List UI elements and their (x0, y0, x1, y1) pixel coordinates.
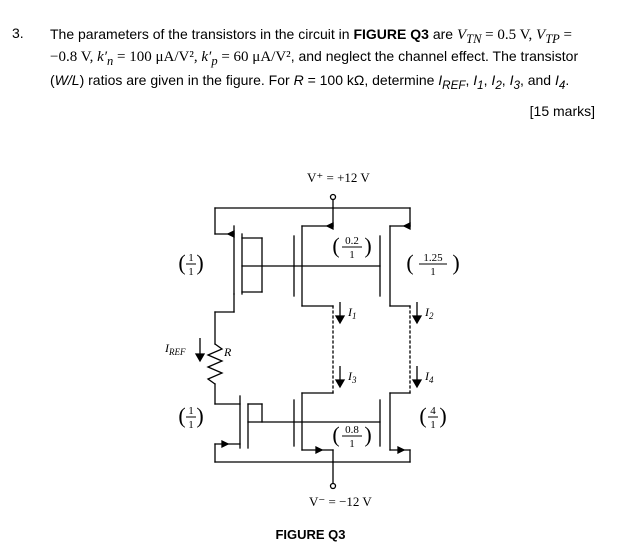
svg-text:): ) (364, 422, 372, 447)
svg-text:0.2: 0.2 (345, 235, 359, 247)
svg-text:): ) (452, 250, 460, 275)
marks-label: [15 marks] (529, 103, 595, 119)
svg-text:0.8: 0.8 (345, 424, 359, 436)
ratio-nmos-left (178, 403, 203, 431)
svg-text:1: 1 (430, 419, 436, 431)
figure-title: FIGURE Q3 (275, 527, 346, 542)
wl-symbol: W/L (54, 72, 80, 88)
svg-text:): ) (196, 403, 204, 428)
i2-label: $I_2$ (425, 305, 434, 321)
kn-value: = 100 μA/V², (113, 49, 202, 65)
svg-text:1: 1 (188, 252, 194, 264)
svg-text:1: 1 (349, 249, 355, 261)
svg-text:1: 1 (188, 419, 194, 431)
equals: = (559, 27, 572, 43)
svg-text:1: 1 (349, 438, 355, 450)
svg-text:1: 1 (430, 266, 436, 278)
r-label: R (224, 345, 232, 359)
svg-text:): ) (196, 250, 204, 275)
vtp-symbol: $V_{TP}$ (536, 27, 560, 46)
question-number: 3. (12, 25, 24, 41)
r-symbol: R (293, 72, 304, 88)
vtn-symbol: $V_{TN}$ (456, 27, 482, 46)
ratio-nmos-right (419, 403, 446, 431)
svg-text:4: 4 (430, 405, 436, 417)
i4-label: $I_4$ (425, 369, 434, 385)
svg-text:(: ( (419, 403, 427, 428)
iref-symbol: $I_{REF}$ (438, 72, 466, 92)
svg-text:(: ( (332, 233, 340, 258)
svg-text:(: ( (332, 422, 340, 447)
i3-symbol: $I_3$ (509, 72, 520, 92)
svg-text:): ) (364, 233, 372, 258)
ratio-pmos-left (178, 250, 203, 278)
svg-text:1: 1 (188, 405, 194, 417)
i2-symbol: $I_2$ (491, 72, 502, 92)
kp-value: = 60 μA/V² (217, 49, 291, 65)
i4-symbol: $I_4$ (554, 72, 566, 92)
vtp-value: −0.8 V, (50, 49, 98, 65)
vtn-value: = 0.5 V, (481, 27, 537, 43)
text: are (428, 26, 457, 42)
svg-text:1.25: 1.25 (423, 252, 443, 264)
svg-text:(: ( (178, 250, 186, 275)
iref-label: $I_{REF}$ (165, 341, 186, 357)
ratio-pmos-right (406, 250, 459, 278)
i3-label: $I_3$ (348, 369, 357, 385)
text: The parameters of the transistors in the circuit in (50, 26, 354, 42)
svg-text:1: 1 (188, 266, 194, 278)
svg-text:(: ( (178, 403, 186, 428)
kp-symbol: $k'_p$ (201, 49, 218, 68)
ratio-nmos-mid (332, 422, 371, 450)
svg-text:(: ( (406, 250, 414, 275)
ratio-pmos-mid (332, 233, 371, 261)
svg-text:): ) (439, 403, 447, 428)
question-line-3: (W/L) ratios are given in the figure. For R = 100 kΩ, determine $I_{REF}$, $I_1$, $I_2$, $I_3$, and $I_4$. (50, 72, 570, 92)
text: , and neglect the channel effect. The transistor (290, 48, 579, 64)
i1-label: $I_1$ (348, 305, 357, 321)
i1-symbol: $I_1$ (473, 72, 484, 92)
vplus-label: V⁺ = +12 V (307, 170, 370, 185)
kn-symbol: $k'_n$ (97, 49, 114, 68)
vminus-label: V⁻ = −12 V (309, 494, 372, 509)
figure-ref: FIGURE Q3 (353, 26, 429, 42)
